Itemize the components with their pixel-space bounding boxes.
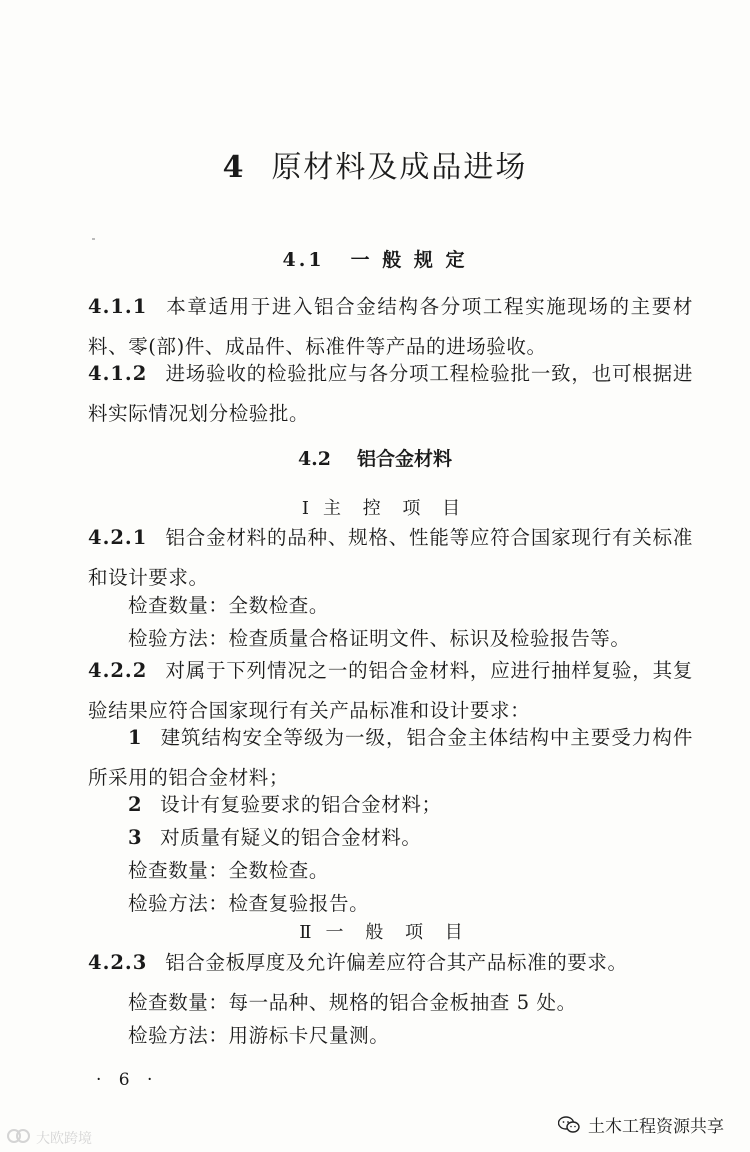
inspection-method: 检验方法：检查复验报告。 bbox=[128, 892, 370, 915]
wechat-icon bbox=[558, 1116, 580, 1134]
list-item-number: 2 bbox=[128, 793, 143, 816]
clause-text: 铝合金板厚度及允许偏差应符合其产品标准的要求。 bbox=[165, 951, 628, 974]
section-heading-4-1 bbox=[0, 245, 750, 272]
clause-4-2-3 bbox=[88, 943, 693, 983]
clause-text: 本章适用于进入铝合金结构各分项工程实施现场的主要材料、零(部)件、成品件、标准件等产品的进场验收。 bbox=[88, 295, 693, 358]
chapter-title bbox=[0, 142, 750, 186]
section-number: 4.2 bbox=[297, 448, 332, 470]
logo-icon bbox=[6, 1128, 32, 1148]
clause-number: 4.2.3 bbox=[88, 951, 148, 974]
watermark-text: 土木工程资源共享 bbox=[588, 1117, 724, 1137]
list-item-text: 建筑结构安全等级为一级，铝合金主体结构中主要受力构件所采用的铝合金材料； bbox=[88, 726, 693, 789]
sub-heading-general-items bbox=[0, 918, 750, 944]
watermark-text: 大欧跨境 bbox=[36, 1131, 92, 1147]
watermark-account bbox=[558, 1112, 724, 1137]
list-item-text: 设计有复验要求的铝合金材料； bbox=[160, 793, 442, 816]
clause-number: 4.2.1 bbox=[88, 526, 148, 549]
sub-heading-label: 主 控 项 目 bbox=[322, 498, 469, 519]
page-number: · 6 · bbox=[96, 1070, 159, 1090]
clause-4-1-2 bbox=[88, 354, 693, 434]
list-item-text: 对质量有疑义的铝合金材料。 bbox=[160, 826, 422, 849]
clause-number: 4.1.2 bbox=[88, 362, 148, 385]
clause-text: 进场验收的检验批应与各分项工程检验批一致，也可根据进料实际情况划分检验批。 bbox=[88, 362, 693, 425]
clause-number: 4.2.2 bbox=[88, 659, 148, 682]
watermark-logo bbox=[6, 1128, 92, 1148]
chapter-title-text: 原材料及成品进场 bbox=[271, 150, 528, 185]
inspection-method: 检验方法：用游标卡尺量测。 bbox=[128, 1024, 390, 1047]
section-number: 4.1 bbox=[282, 249, 325, 271]
inspection-quantity: 检查数量：全数检查。 bbox=[128, 594, 330, 617]
clause-text: 铝合金材料的品种、规格、性能等应符合国家现行有关标准和设计要求。 bbox=[88, 526, 693, 589]
inspection-quantity: 检查数量：每一品种、规格的铝合金板抽查 5 处。 bbox=[128, 991, 577, 1014]
clause-text: 对属于下列情况之一的铝合金材料，应进行抽样复验，其复验结果应符合国家现行有关产品标准和设计要求： bbox=[88, 659, 693, 722]
sub-heading-label: 一 般 项 目 bbox=[325, 922, 471, 943]
list-item-number: 1 bbox=[128, 726, 143, 749]
scan-speck bbox=[92, 238, 95, 240]
sub-heading-main-items bbox=[0, 494, 750, 520]
roman-numeral: Ⅱ bbox=[299, 922, 312, 943]
section-title: 铝合金材料 bbox=[357, 448, 453, 470]
list-item-number: 3 bbox=[128, 826, 143, 849]
roman-numeral: Ⅰ bbox=[301, 498, 309, 519]
clause-number: 4.1.1 bbox=[88, 295, 148, 318]
section-heading-4-2 bbox=[0, 444, 750, 471]
section-title: 一 般 规 定 bbox=[350, 249, 468, 271]
inspection-method: 检验方法：检查质量合格证明文件、标识及检验报告等。 bbox=[128, 627, 631, 650]
chapter-number: 4 bbox=[222, 150, 246, 185]
inspection-quantity: 检查数量：全数检查。 bbox=[128, 859, 330, 882]
